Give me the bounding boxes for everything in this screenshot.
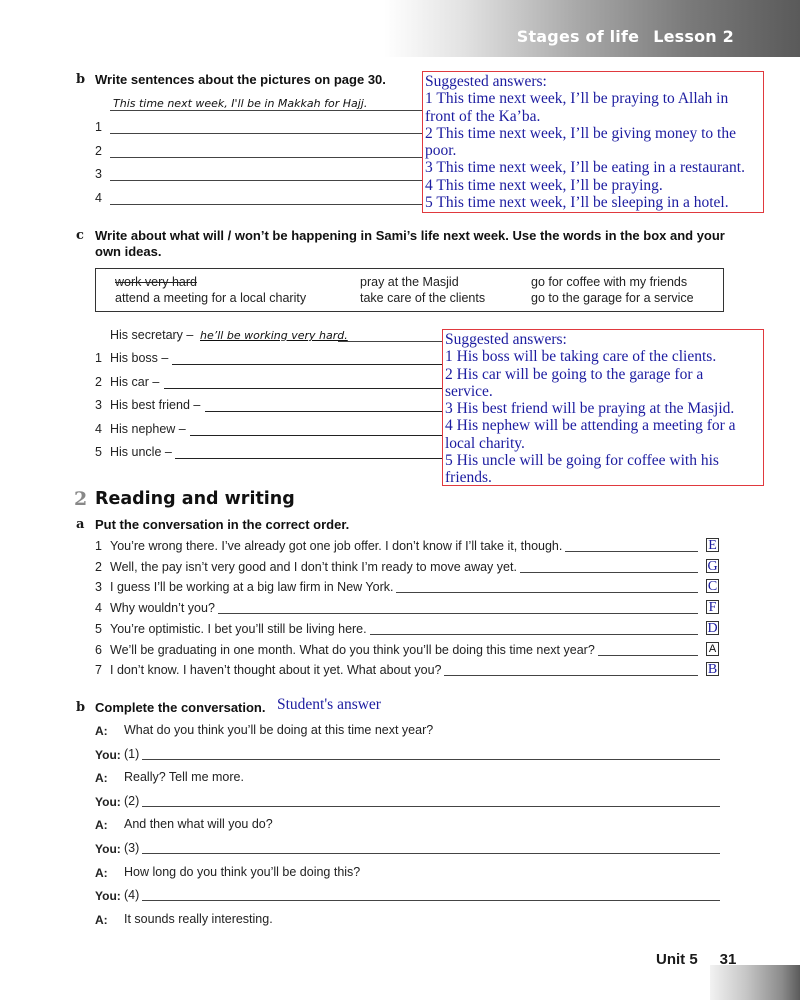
- suggested-answer-line: 5 This time next week, I’ll be sleeping in a hotel.: [425, 194, 729, 212]
- footer-banner: [710, 965, 800, 1000]
- speaker-a-label: A:: [95, 912, 108, 927]
- item-number: 3: [95, 167, 102, 181]
- dialogue-answer-line[interactable]: [142, 759, 720, 760]
- answer-number: (3): [124, 841, 140, 855]
- item-number: 1: [95, 351, 102, 365]
- order-answer-line[interactable]: [396, 592, 698, 593]
- answer-line-4[interactable]: [110, 204, 422, 205]
- suggested-answer-line: 1 This time next week, I’ll be praying to Allah in: [425, 90, 729, 108]
- unit-label: Unit 5: [656, 951, 698, 968]
- suggested-answer-line: poor.: [425, 142, 457, 160]
- word-box-phrase: attend a meeting for a local charity: [115, 291, 307, 305]
- answer-line-nephew[interactable]: [190, 435, 442, 436]
- section-number: 2: [74, 488, 88, 510]
- order-answer-line[interactable]: [565, 551, 698, 552]
- order-answer-line[interactable]: [218, 613, 698, 614]
- page-number: 31: [719, 951, 737, 968]
- item-label: His best friend –: [110, 398, 201, 412]
- conversation-line: You’re wrong there. I’ve already got one job offer. I don’t know if I’ll take it, though.: [110, 539, 563, 553]
- suggested-answer-line: local charity.: [445, 434, 525, 452]
- suggested-answer-line: 2 This time next week, I’ll be giving money to the: [425, 124, 736, 142]
- item-number: 5: [95, 445, 102, 459]
- word-box-phrase: go to the garage for a service: [531, 291, 694, 305]
- word-box-phrase: take care of the clients: [360, 291, 486, 305]
- item-number: 2: [95, 144, 102, 158]
- suggested-answer-line: friends.: [445, 469, 492, 487]
- speaker-you-label: You:: [95, 842, 121, 856]
- item-label: His uncle –: [110, 445, 172, 459]
- exercise-2a-instruction: Put the conversation in the correct order.: [95, 517, 350, 532]
- dialogue-answer-line[interactable]: [142, 853, 720, 854]
- dialogue-line: It sounds really interesting.: [124, 911, 273, 926]
- dialogue-answer-line[interactable]: [142, 806, 720, 807]
- answer-line-1[interactable]: [110, 133, 422, 134]
- answer-line-boss[interactable]: [172, 364, 442, 365]
- order-answer-box[interactable]: B: [707, 662, 718, 678]
- exercise-1c-instruction: [95, 228, 725, 259]
- suggested-answers-box-1b: [422, 71, 764, 213]
- footer: [656, 951, 736, 968]
- order-answer-box[interactable]: D: [707, 620, 718, 636]
- item-number: 4: [95, 422, 102, 436]
- conversation-line: I don’t know. I haven’t thought about it yet. What about you?: [110, 663, 442, 678]
- conversation-line: Well, the pay isn’t very good and I don’t think I’m ready to move away yet.: [110, 559, 517, 574]
- dialogue-line: And then what will you do?: [124, 817, 273, 832]
- word-box-phrase-crossed: work very hard: [115, 275, 197, 289]
- suggested-answers-box-1c: [442, 329, 764, 486]
- order-answer-line[interactable]: [520, 572, 698, 573]
- section-title: Reading and writing: [95, 489, 295, 509]
- example-line: [338, 341, 442, 342]
- suggested-answer-line: 2 His car will be going to the garage for a: [445, 365, 704, 383]
- item-number: 7: [95, 663, 102, 678]
- example-answer: he’ll be working very hard.: [200, 329, 348, 342]
- answer-number: (2): [124, 793, 140, 808]
- item-number: 4: [95, 191, 102, 205]
- dialogue-line: How long do you think you’ll be doing this?: [124, 864, 361, 879]
- item-number: 3: [95, 580, 102, 595]
- item-number: 5: [95, 621, 102, 636]
- order-answer-line[interactable]: [598, 655, 698, 656]
- answer-number: (1): [124, 746, 140, 761]
- lesson-label: Lesson 2: [653, 27, 734, 46]
- unit-title: Stages of life: [516, 27, 640, 46]
- answer-line-car[interactable]: [164, 388, 442, 389]
- example-label: His secretary –: [110, 328, 194, 342]
- suggested-answer-line: 5 His uncle will be going for coffee with his: [445, 452, 719, 470]
- conversation-line: We’ll be graduating in one month. What do you think you’ll be doing this time next year?: [110, 642, 595, 657]
- item-label: His boss –: [110, 351, 169, 365]
- speaker-a-label: A:: [95, 865, 108, 880]
- instruction-line-1: Write about what will / won’t be happening in Sami’s life next week. Use the words in the box and your: [95, 228, 725, 243]
- conversation-line: Why wouldn’t you?: [110, 601, 215, 616]
- instruction-line-2: own ideas.: [95, 244, 162, 259]
- answer-number: (4): [124, 888, 140, 903]
- student-answer-note: Student's answer: [277, 696, 381, 713]
- example-answer-line: [110, 110, 422, 111]
- suggested-answer-line: 3 This time next week, I’ll be eating in a restaurant.: [425, 159, 745, 177]
- suggested-answer-line: 4 This time next week, I’ll be praying.: [425, 176, 663, 194]
- order-answer-box[interactable]: A: [706, 642, 719, 656]
- order-answer-box[interactable]: F: [706, 600, 719, 614]
- exercise-2b-instruction: Complete the conversation.: [95, 700, 266, 715]
- item-label: His car –: [110, 375, 160, 389]
- suggested-answers-heading: Suggested answers:: [445, 331, 567, 348]
- order-answer-box[interactable]: C: [707, 579, 718, 595]
- exercise-letter-b: b: [76, 700, 86, 715]
- dialogue-answer-line[interactable]: [142, 900, 720, 901]
- suggested-answer-line: 3 His best friend will be praying at the Masjid.: [445, 400, 735, 418]
- order-answer-box[interactable]: G: [707, 558, 718, 574]
- answer-line-best-friend[interactable]: [205, 411, 442, 412]
- speaker-you-label: You:: [95, 889, 121, 904]
- dialogue-line: What do you think you’ll be doing at this time next year?: [124, 723, 434, 737]
- item-number: 3: [95, 398, 102, 412]
- suggested-answer-line: front of the Ka’ba.: [425, 107, 541, 125]
- example-answer: This time next week, I'll be in Makkah for Hajj.: [113, 97, 368, 110]
- item-number: 6: [95, 642, 102, 657]
- exercise-1b-instruction: Write sentences about the pictures on page 30.: [95, 72, 386, 87]
- exercise-letter-c: c: [76, 228, 84, 243]
- order-answer-line[interactable]: [370, 634, 698, 635]
- conversation-line: I guess I’ll be working at a big law firm in New York.: [110, 580, 394, 595]
- dialogue-line: Really? Tell me more.: [124, 770, 244, 785]
- item-number: 2: [95, 375, 102, 389]
- item-number: 2: [95, 559, 102, 574]
- page-header-title: [517, 27, 734, 46]
- order-answer-box[interactable]: E: [706, 538, 719, 552]
- item-number: 1: [95, 539, 102, 553]
- answer-line-uncle[interactable]: [175, 458, 442, 459]
- suggested-answer-line: service.: [445, 382, 493, 400]
- item-label: His nephew –: [110, 422, 186, 436]
- item-number: 1: [95, 120, 102, 134]
- speaker-you-label: You:: [95, 747, 121, 762]
- answer-line-3[interactable]: [110, 180, 422, 181]
- exercise-letter-a: a: [76, 517, 85, 532]
- suggested-answer-line: 4 His nephew will be attending a meeting for a: [445, 417, 736, 435]
- conversation-line: You’re optimistic. I bet you’ll still be living here.: [110, 621, 367, 636]
- answer-line-2[interactable]: [110, 157, 422, 158]
- suggested-answers-heading: Suggested answers:: [425, 73, 547, 90]
- word-box-phrase: go for coffee with my friends: [531, 275, 688, 289]
- exercise-letter-b: b: [76, 72, 86, 87]
- speaker-a-label: A:: [95, 818, 108, 833]
- word-box-phrase: pray at the Masjid: [360, 275, 459, 289]
- speaker-a-label: A:: [95, 771, 108, 786]
- speaker-you-label: You:: [95, 794, 121, 809]
- order-answer-line[interactable]: [444, 675, 698, 676]
- speaker-a-label: A:: [95, 724, 108, 738]
- suggested-answer-line: 1 His boss will be taking care of the clients.: [445, 348, 717, 366]
- item-number: 4: [95, 601, 102, 616]
